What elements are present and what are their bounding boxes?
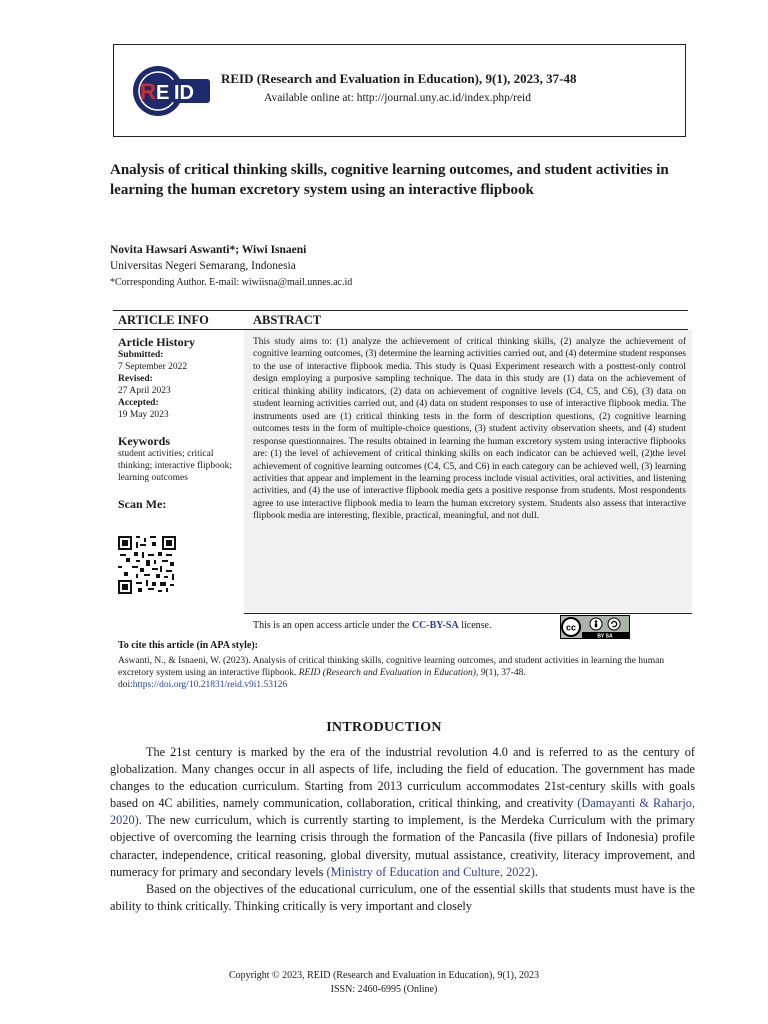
abstract-box [244, 330, 692, 612]
svg-text:ID: ID [174, 82, 194, 104]
journal-url[interactable]: Available online at: http://journal.uny.ac.id/index.php/reid [264, 92, 531, 104]
scan-heading: Scan Me: [118, 497, 167, 511]
svg-text:E: E [156, 82, 170, 104]
qr-code[interactable] [118, 536, 176, 594]
revised-date: 27 April 2023 [118, 386, 171, 396]
abstract-heading: ABSTRACT [253, 313, 322, 327]
article-info [118, 336, 240, 511]
history-heading: Article History [118, 335, 195, 349]
divider-top [113, 310, 688, 311]
introduction-heading: INTRODUCTION [326, 720, 442, 735]
keywords: student activities; critical thinking; interactive flipbook; learning outcomes [118, 449, 232, 483]
keywords-heading: Keywords [118, 434, 170, 448]
authors: Novita Hawsari Aswanti*; Wiwi Isnaeni [110, 244, 307, 256]
citation [118, 655, 678, 691]
doi-link[interactable]: https://doi.org/10.21831/reid.v9i1.53126 [132, 680, 288, 690]
intro-paragraph-2: Based on the objectives of the educational curriculum, one of the essential skills that students must have is the ability to think critically. Thinking critically is very important and closely [110, 881, 695, 913]
citation-link-ministry[interactable]: (Ministry of Education and Culture, 2022) [326, 864, 535, 879]
revised-label: Revised: [118, 374, 153, 384]
journal-title: REID (Research and Evaluation in Education), 9(1), 2023, 37-48 [221, 71, 577, 86]
oa-prefix: This is an open access article under the [253, 620, 412, 631]
accepted-label: Accepted: [118, 398, 159, 408]
footer-issn: ISSN: 2460-6995 (Online) [330, 984, 438, 995]
svg-text:cc: cc [565, 622, 577, 633]
introduction-body [110, 744, 695, 915]
oa-suffix: license. [458, 620, 492, 631]
citation-link-damayanti[interactable]: (Damayanti & Raharjo, 2020) [110, 796, 695, 828]
paper-title: Analysis of critical thinking skills, cognitive learning outcomes, and student activities in learning the human excretory system using an interactive flipbook [110, 162, 669, 198]
reid-logo [132, 65, 212, 117]
citation-main: Aswanti, N., & Isnaeni, W. (2023). Analysis of critical thinking skills, cognitive learning outcomes, and student activities in learning the human excretory system using an interactive flipbook. [118, 656, 665, 678]
badge-text: BY SA [597, 633, 613, 639]
p1-text-b: . The new curriculum, which is currently starting to implement, is the Merdeka Curriculum with the primary objective of overcoming the learning crisis through the formation of the Pancasila (five pillars of Indonesia) profile character, independence, critical reasoning, global diversity, mutual assistance, creativity, literacy improvement, and numeracy for primary and secondary levels [110, 813, 695, 879]
corresponding-author: *Corresponding Author. E-mail: wiwiisna@mail.unnes.ac.id [110, 277, 353, 288]
journal-header [113, 44, 686, 137]
p1-text-c: . [534, 864, 538, 879]
article-info-heading: ARTICLE INFO [118, 313, 209, 327]
cite-heading: To cite this article (in APA style): [118, 640, 258, 651]
divider-abstract [244, 613, 692, 614]
submitted-label: Submitted: [118, 350, 164, 360]
page-footer [0, 969, 768, 997]
intro-paragraph-1 [110, 744, 695, 881]
cc-by-sa-badge[interactable] [560, 615, 630, 639]
license-link[interactable]: CC-BY-SA [411, 620, 459, 631]
abstract-text: This study aims to: (1) analyze the achievement of critical thinking skills, (2) analyze the achievement of cognitive learning outcomes, (3) determine the learning activities carried out, and (4) determine student responses to the use of interactive flipbook media. This study is Quasi Experiment research with a posttest-only control design employing a purposive sampling technique. The data in this study are (1) data on the achievement of critical thinking ability indicators, (2) data on achievement of cognitive levels (C4, C5, and C6), (3) data on student learning activities carried out, and (4) data on student responses to use of interactive flipbook media. The instruments used are (1) critical thinking tests in the form of description questions, (2) cognitive learning outcomes tests in the form of multiple-choice questions, (3) student activity observation sheets, and (4) student response questionnaires. The results obtained in learning the human excretory system using interactive flipbooks are: (1) the level of achievement of critical thinking skills on each indicator can be achieved well, (2)the level achievement of cognitive learning outcomes (C4, C5, and C6) in each category can be achieved well, (3) learning activities that appear and implement in the learning process include visual activities, oral activities, and listening activities, and (4) the use of interactive flipbook media gets a positive response from students. Most respondents agree to use interactive flipbook media to learn the human excretory system. Students also assess that interactive flipbook media are interesting, flexible, practical, meaningful, and not dull. [253, 337, 686, 522]
open-access-note [253, 620, 491, 631]
submitted-date: 7 September 2022 [118, 362, 188, 372]
affiliation: Universitas Negeri Semarang, Indonesia [110, 260, 296, 272]
accepted-date: 19 May 2023 [118, 410, 169, 420]
svg-text:R: R [140, 79, 156, 104]
citation-journal: REID (Research and Evaluation in Education), 9 [298, 668, 486, 678]
citation-tail: (1), 37-48. doi: [118, 668, 526, 690]
footer-copyright: Copyright © 2023, REID (Research and Evaluation in Education), 9(1), 2023 [228, 970, 540, 981]
p1-text-a: The 21st century is marked by the era of the industrial revolution 4.0 and is referred to as the century of globalization. Many changes occur in all aspects of life, including the field of education. The government has made changes to the education curriculum. Starting from 2013 curriculum accommodates 21st-century skills with goals based on 4C abilities, namely communication, collaboration, critical thinking, and creativity [110, 745, 695, 811]
